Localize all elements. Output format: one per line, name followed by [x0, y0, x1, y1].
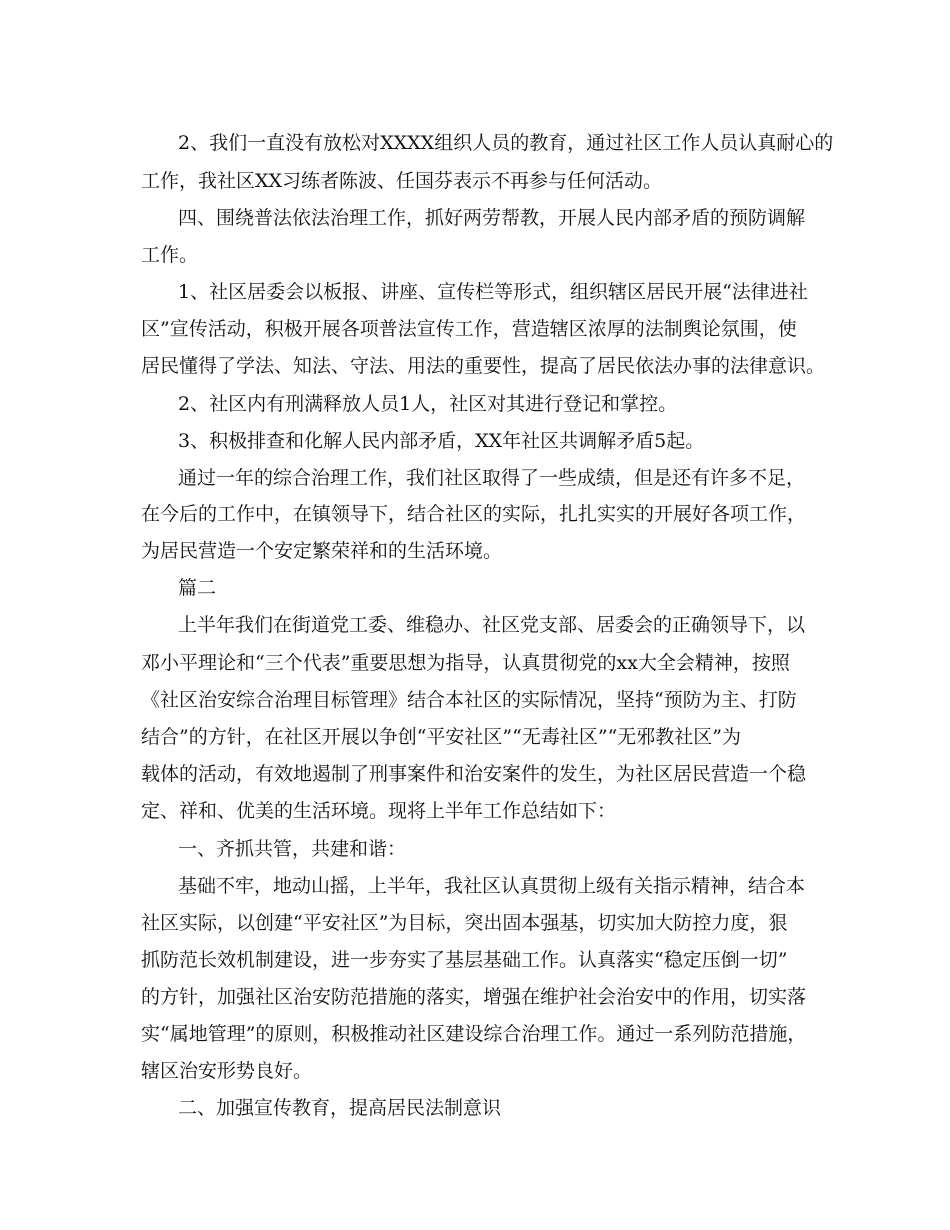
paragraph-line: 辖区治安形势良好。: [141, 1060, 313, 1082]
paragraph-line: 工作，我社区XX习练者陈波、任国芬表示不再参与任何活动。: [141, 170, 663, 192]
paragraph-line: 的方针，加强社区治安防范措施的落实，增强在维护社会治安中的作用，切实落: [141, 986, 807, 1008]
paragraph-line: 2、社区内有刑满释放人员1人，社区对其进行登记和掌控。: [178, 393, 678, 415]
paragraph-line: 结合”的方针，在社区开展以争创“平安社区”“无毒社区”“无邪教社区”为: [141, 726, 741, 748]
paragraph-line: 载体的活动，有效地遏制了刑事案件和治安案件的发生，为社区居民营造一个稳: [141, 763, 807, 785]
paragraph-line: 抓防范长效机制建设，进一步夯实了基层基础工作。认真落实“稳定压倒一切”: [141, 949, 788, 971]
section-heading: 工作。: [141, 244, 199, 266]
paragraph-line: 居民懂得了学法、知法、守法、用法的重要性，提高了居民依法办事的法律意识。: [141, 355, 826, 377]
paragraph-line: 实“属地管理”的原则，积极推动社区建设综合治理工作。通过一系列防范措施，: [141, 1023, 807, 1045]
paragraph-line: 为居民营造一个安定繁荣祥和的生活环境。: [141, 540, 503, 562]
section-title: 篇二: [178, 577, 217, 599]
paragraph-line: 定、祥和、优美的生活环境。现将上半年工作总结如下：: [141, 800, 617, 822]
paragraph-line: 2、我们一直没有放松对XXXX组织人员的教育，通过社区工作人员认真耐心的: [178, 132, 834, 154]
paragraph-line: 通过一年的综合治理工作，我们社区取得了一些成绩，但是还有许多不足，: [178, 467, 806, 489]
paragraph-line: 邓小平理论和“三个代表”重要思想为指导，认真贯彻党的xx大全会精神，按照: [141, 652, 790, 674]
paragraph-line: 基础不牢，地动山摇，上半年，我社区认真贯彻上级有关指示精神，结合本: [178, 875, 806, 897]
paragraph-line: 在今后的工作中，在镇领导下，结合社区的实际，扎扎实实的开展好各项工作，: [141, 503, 807, 525]
paragraph-line: 社区实际，以创建“平安社区”为目标，突出固本强基，切实加大防控力度，狠: [141, 912, 788, 934]
section-heading: 二、加强宣传教育，提高居民法制意识: [178, 1097, 502, 1119]
paragraph-line: 1、社区居委会以板报、讲座、宣传栏等形式，组织辖区居民开展“法律进社: [178, 281, 808, 303]
paragraph-line: 3、积极排查和化解人民内部矛盾，XX年社区共调解矛盾5起。: [178, 430, 705, 452]
paragraph-line: 区”宣传活动，积极开展各项普法宣传工作，营造辖区浓厚的法制舆论氛围，使: [141, 318, 797, 340]
paragraph-line: 上半年我们在街道党工委、维稳办、社区党支部、居委会的正确领导下，以: [178, 614, 806, 636]
section-heading: 四、围绕普法依法治理工作，抓好两劳帮教，开展人民内部矛盾的预防调解: [178, 207, 806, 229]
section-heading: 一、齐抓共管，共建和谐：: [178, 838, 407, 860]
paragraph-line: 《社区治安综合治理目标管理》结合本社区的实际情况，坚持“预防为主、打防: [141, 689, 797, 711]
